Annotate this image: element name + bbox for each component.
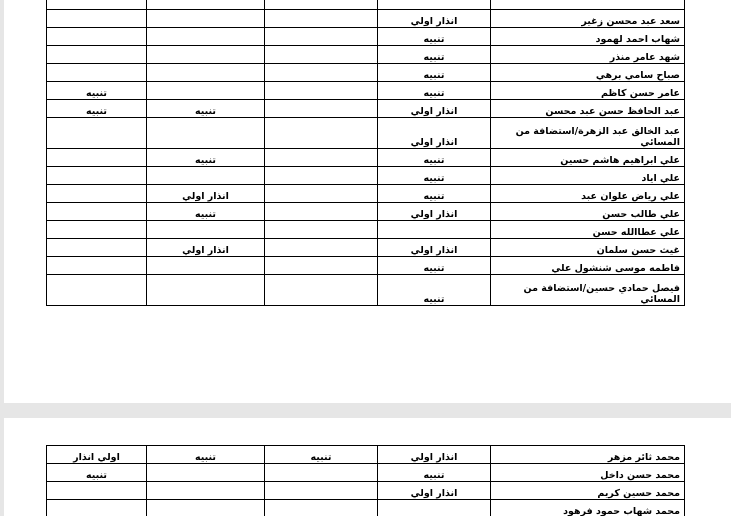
status-cell-c3 [265,82,378,100]
status-cell-c3 [265,275,378,306]
status-cell-c4: انذار اولي [147,239,265,257]
student-name-cell: فاطمه موسى شنشول علي [491,257,685,275]
table-row [47,203,685,221]
status-cell-c4 [147,275,265,306]
status-cell-c2: تنبيه [378,82,491,100]
status-cell-c4 [147,118,265,149]
status-cell-c3 [265,464,378,482]
status-cell-c3 [265,500,378,516]
table-row [47,185,685,203]
status-cell-c4 [147,10,265,28]
status-cell-c3 [265,64,378,82]
status-cell-c2: انذار اولي [378,10,491,28]
student-name-cell: محمد حسين كريم [491,482,685,500]
document-page-1 [4,0,731,403]
status-cell-c3 [265,167,378,185]
status-cell-c2: تنبيه [378,167,491,185]
table-row [47,257,685,275]
student-name-cell: شهد عامر منذر [491,46,685,64]
status-cell-c5 [47,46,147,64]
status-cell-c2 [378,500,491,516]
status-cell-c5: اولي انذار [47,446,147,464]
status-cell-c4: تنبيه [147,149,265,167]
status-cell-c5 [47,10,147,28]
status-cell-c4 [147,0,265,10]
table-row [47,82,685,100]
table-row [47,100,685,118]
status-cell-c5 [47,221,147,239]
status-cell-c4 [147,64,265,82]
status-cell-c4 [147,167,265,185]
status-cell-c4 [147,257,265,275]
status-cell-c5 [47,500,147,516]
student-name-cell: علي عطاالله حسن [491,221,685,239]
status-cell-c2: انذار اولي [378,446,491,464]
status-cell-c5 [47,185,147,203]
student-name-cell: محمد ثائر مزهر [491,446,685,464]
table-row [47,167,685,185]
student-name-cell: صباح سامي برهي [491,64,685,82]
status-cell-c4 [147,46,265,64]
status-cell-c5 [47,203,147,221]
status-cell-c2 [378,221,491,239]
status-cell-c5 [47,118,147,149]
status-cell-c5: تنبيه [47,100,147,118]
student-name-cell: عبد الخالق عبد الزهرة/استضافة من المسائي [491,118,685,149]
student-name-cell: علي اياد [491,167,685,185]
table-row [47,28,685,46]
student-name-cell: فيصل حمادي حسين/استضافة من المسائي [491,275,685,306]
student-name-cell [491,0,685,10]
attendance-table-page-1 [46,0,685,306]
status-cell-c2: تنبيه [378,464,491,482]
status-cell-c3 [265,185,378,203]
table-row [47,46,685,64]
status-cell-c4: تنبيه [147,100,265,118]
status-cell-c2: انذار اولي [378,482,491,500]
student-name-cell: علي رياض علوان عبد [491,185,685,203]
status-cell-c5 [47,149,147,167]
status-cell-c2: تنبيه [378,46,491,64]
status-cell-c2: انذار اولي [378,203,491,221]
status-cell-c4: تنبيه [147,446,265,464]
table-row [47,482,685,500]
status-cell-c3: تنبيه [265,446,378,464]
status-cell-c3 [265,482,378,500]
table-row [47,275,685,306]
table-row [47,64,685,82]
table-row [47,239,685,257]
student-name-cell: سعد عبد محسن زغير [491,10,685,28]
document-page-2 [4,418,731,516]
status-cell-c3 [265,46,378,64]
table-row [47,149,685,167]
status-cell-c4: تنبيه [147,203,265,221]
table-row [47,464,685,482]
status-cell-c5 [47,0,147,10]
student-name-cell: عبد الحافظ حسن عبد محسن [491,100,685,118]
status-cell-c2: انذار اولي [378,100,491,118]
status-cell-c3 [265,10,378,28]
status-cell-c2: تنبيه [378,275,491,306]
status-cell-c2: تنبيه [378,257,491,275]
status-cell-c3 [265,203,378,221]
status-cell-c5 [47,275,147,306]
status-cell-c5 [47,257,147,275]
table-row [47,446,685,464]
student-name-cell: عامر حسن كاظم [491,82,685,100]
table-row [47,500,685,516]
status-cell-c2: تنبيه [378,28,491,46]
table-row [47,118,685,149]
status-cell-c4 [147,28,265,46]
page-gap [0,403,731,418]
status-cell-c3 [265,118,378,149]
status-cell-c5: تنبيه [47,82,147,100]
student-name-cell: علي ابراهيم هاشم حسين [491,149,685,167]
status-cell-c3 [265,100,378,118]
status-cell-c4 [147,500,265,516]
status-cell-c3 [265,149,378,167]
student-name-cell: علي طالب حسن [491,203,685,221]
status-cell-c4 [147,464,265,482]
student-name-cell: محمد شهاب حمود فرهود [491,500,685,516]
table-row [47,0,685,10]
status-cell-c5: تنبيه [47,464,147,482]
attendance-table-page-2 [46,445,685,516]
status-cell-c5 [47,64,147,82]
status-cell-c5 [47,167,147,185]
status-cell-c2 [378,0,491,10]
status-cell-c4 [147,221,265,239]
table-row [47,221,685,239]
status-cell-c3 [265,221,378,239]
student-name-cell: محمد حسن داخل [491,464,685,482]
status-cell-c2: تنبيه [378,149,491,167]
status-cell-c5 [47,239,147,257]
status-cell-c3 [265,257,378,275]
status-cell-c4 [147,482,265,500]
status-cell-c4: انذار اولي [147,185,265,203]
table-row [47,10,685,28]
status-cell-c3 [265,239,378,257]
status-cell-c3 [265,0,378,10]
status-cell-c2: انذار اولي [378,239,491,257]
status-cell-c2: تنبيه [378,185,491,203]
status-cell-c5 [47,28,147,46]
student-name-cell: غيث حسن سلمان [491,239,685,257]
status-cell-c5 [47,482,147,500]
status-cell-c4 [147,82,265,100]
status-cell-c3 [265,28,378,46]
status-cell-c2: انذار اولي [378,118,491,149]
status-cell-c2: تنبيه [378,64,491,82]
student-name-cell: شهاب احمد لهمود [491,28,685,46]
